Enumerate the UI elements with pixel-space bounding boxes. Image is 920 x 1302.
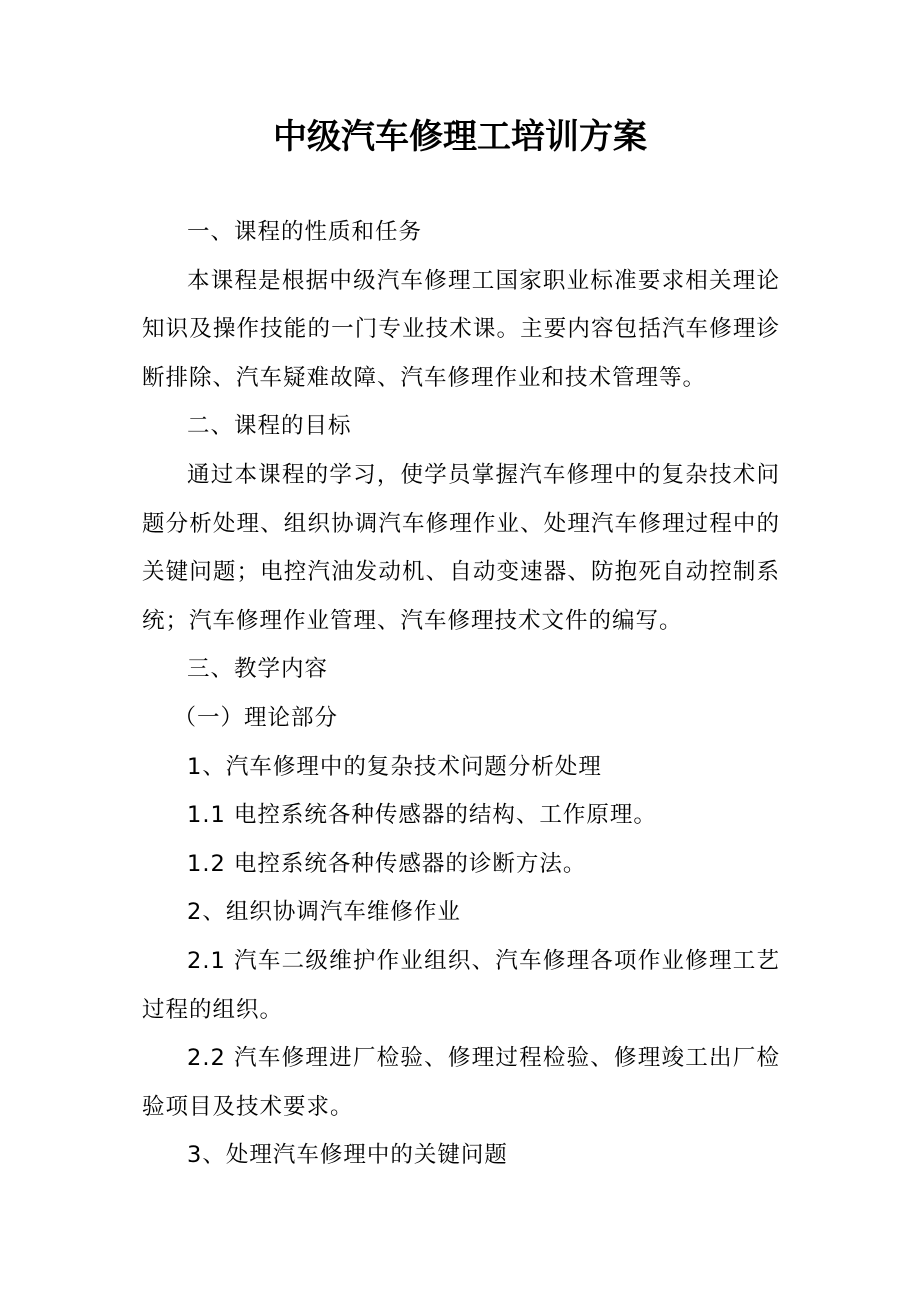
subsection-heading-theory: （一）理论部分 (173, 704, 339, 731)
item-2-2: 2.2 汽车修理进厂检验、修理过程检验、修理竣工出厂检验项目及技术要求。 (142, 1045, 780, 1120)
document-body (142, 208, 780, 1180)
item-heading-2: 2、组织协调汽车维修作业 (187, 899, 461, 926)
section-heading-goals: 二、课程的目标 (187, 413, 352, 440)
section-heading-content: 三、教学内容 (187, 656, 329, 683)
paragraph-nature: 本课程是根据中级汽车修理工国家职业标准要求相关理论知识及操作技能的一门专业技术课。主要内容包括汽车修理诊断排除、汽车疑难故障、汽车修理作业和技术管理等。 (142, 267, 780, 391)
item-2-1: 2.1 汽车二级维护作业组织、汽车修理各项作业修理工艺过程的组织。 (142, 947, 780, 1023)
document-title: 中级汽车修理工培训方案 (273, 117, 647, 157)
item-1-2: 1.2 电控系统各种传感器的诊断方法。 (187, 850, 587, 877)
item-1-1: 1.1 电控系统各种传感器的结构、工作原理。 (187, 802, 657, 829)
item-heading-3: 3、处理汽车修理中的关键问题 (187, 1142, 508, 1169)
paragraph-goals: 通过本课程的学习，使学员掌握汽车修理中的复杂技术问题分析处理、组织协调汽车修理作业、处理汽车修理过程中的关键问题；电控汽油发动机、自动变速器、防抱死自动控制系统；汽车修理作业管理、汽车修理技术文件的编写。 (142, 461, 780, 634)
section-heading-nature: 一、课程的性质和任务 (187, 219, 423, 245)
item-heading-1: 1、汽车修理中的复杂技术问题分析处理 (187, 753, 602, 780)
